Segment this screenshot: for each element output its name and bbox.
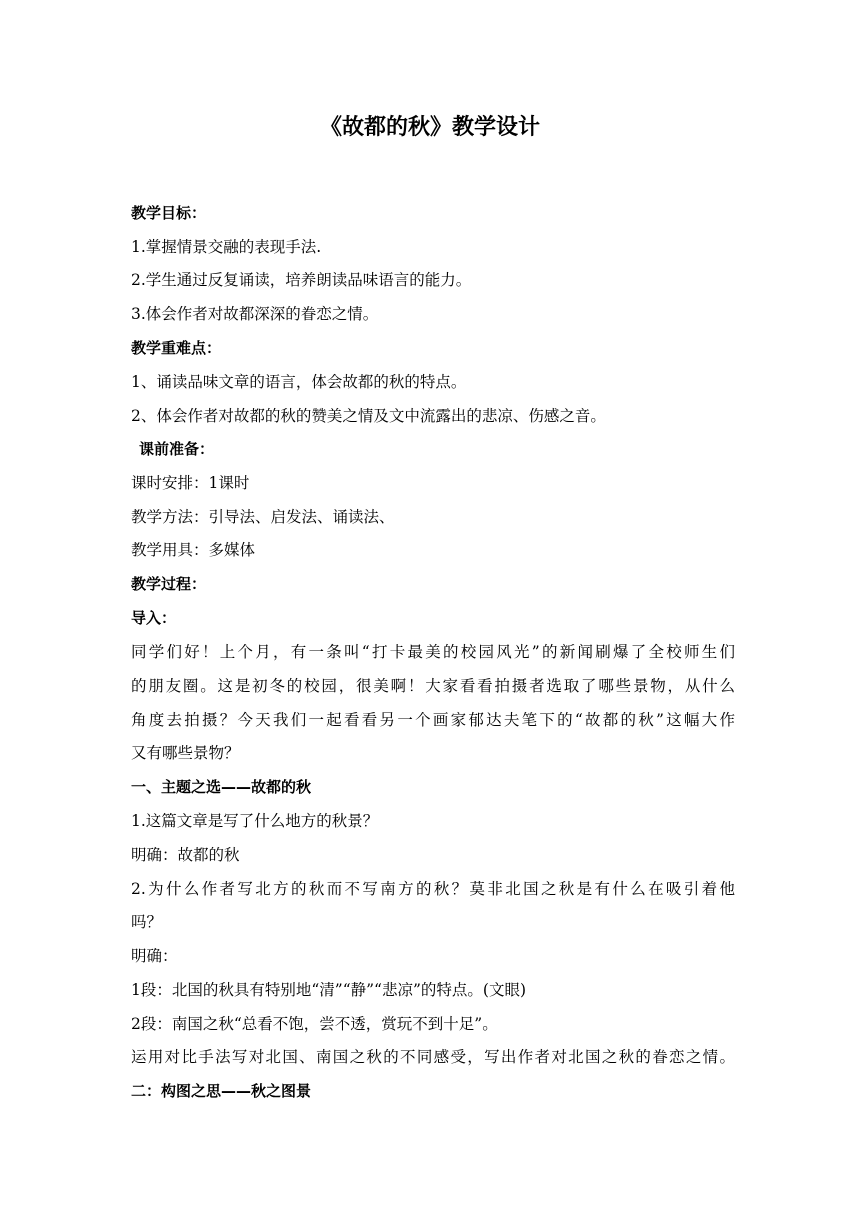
section1-question-cont: 吗？ — [131, 913, 163, 931]
objective-item: 3.体会作者对故都深深的眷恋之情。 — [131, 305, 379, 323]
key-point-item: 1、诵读品味文章的语言，体会故都的秋的特点。 — [131, 373, 467, 391]
section1-heading: 一、主题之选——故都的秋 — [131, 778, 312, 796]
document-title: 《故都的秋》教学设计 — [319, 115, 540, 140]
preparation-item: 课时安排：1课时 — [131, 474, 250, 492]
section1-question: 1.这篇文章是写了什么地方的秋景？ — [131, 812, 379, 830]
process-heading: 教学过程： — [131, 575, 207, 593]
section1-answer-label: 明确： — [131, 947, 178, 965]
preparation-item: 教学用具：多媒体 — [131, 541, 256, 559]
section1-question: 2.为什么作者写北方的秋而不写南方的秋？莫非北国之秋是有什么在吸引着他 — [131, 880, 735, 898]
objective-item: 2.学生通过反复诵读，培养朗读品味语言的能力。 — [131, 271, 472, 289]
objectives-heading: 教学目标： — [131, 204, 207, 222]
key-points-heading: 教学重难点： — [131, 339, 222, 357]
section2-heading: 二：构图之思——秋之图景 — [131, 1082, 312, 1100]
key-point-item: 2、体会作者对故都的秋的赞美之情及文中流露出的悲凉、伤感之音。 — [131, 407, 606, 425]
section1-answer: 明确：故都的秋 — [131, 846, 240, 864]
intro-heading: 导入： — [131, 609, 177, 627]
preparation-heading: 课前准备： — [139, 440, 215, 458]
section1-answer: 1段：北国的秋具有特别地“清”“静”“悲凉”的特点。(文眼) — [131, 981, 527, 999]
section1-summary: 运用对比手法写对北国、南国之秋的不同感受，写出作者对北国之秋的眷恋之情。 — [131, 1048, 735, 1066]
intro-paragraph-line: 同学们好！上个月，有一条叫“打卡最美的校园风光”的新闻刷爆了全校师生们 — [131, 643, 735, 661]
objective-item: 1.掌握情景交融的表现手法. — [131, 238, 322, 256]
intro-paragraph-line: 又有哪些景物？ — [131, 744, 240, 762]
section1-answer: 2段：南国之秋“总看不饱，尝不透，赏玩不到十足”。 — [131, 1015, 498, 1033]
preparation-item: 教学方法：引导法、启发法、诵读法、 — [131, 508, 395, 526]
intro-paragraph-line: 的朋友圈。这是初冬的校园，很美啊！大家看看拍摄者选取了哪些景物，从什么 — [131, 677, 735, 695]
intro-paragraph-line: 角度去拍摄？今天我们一起看看另一个画家郁达夫笔下的“故都的秋”这幅大作 — [131, 711, 735, 729]
